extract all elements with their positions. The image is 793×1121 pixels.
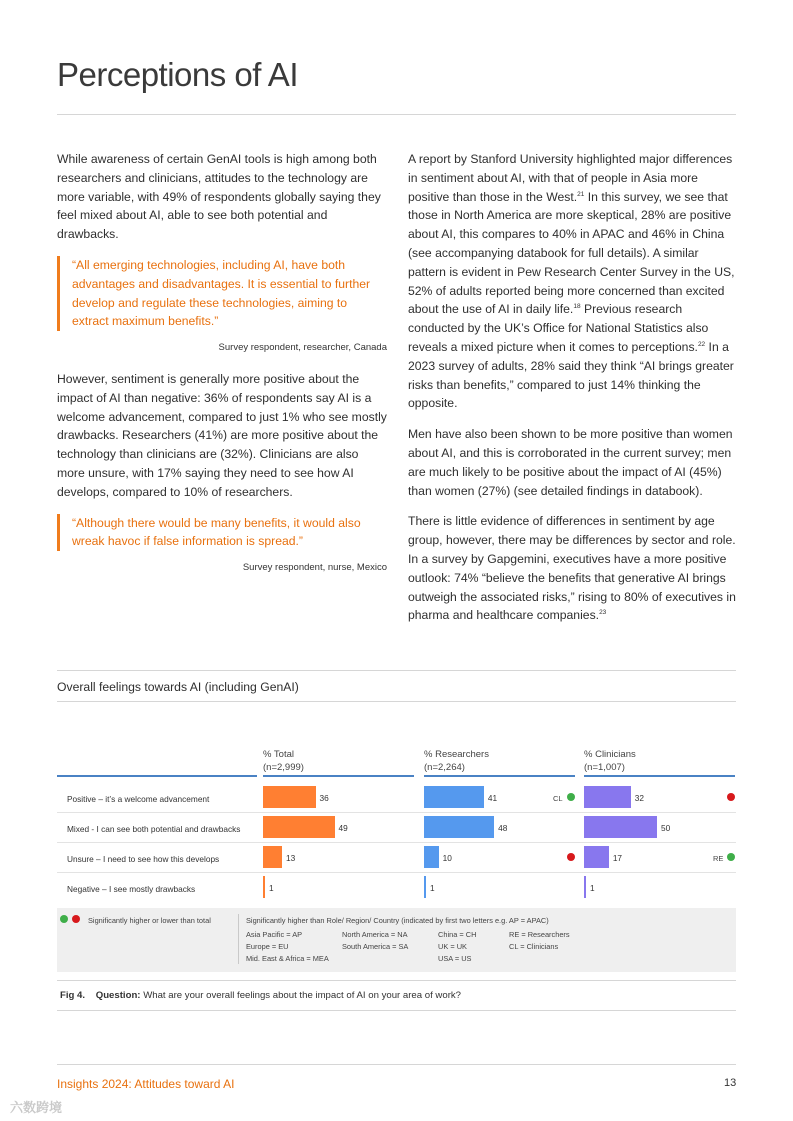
bar-value-label: 13 — [285, 853, 296, 863]
bar-value-label: 50 — [661, 823, 671, 833]
stanford-paragraph: A report by Stanford University highlighted major differences in sentiment about AI, with that of people in Asia more positive than those in the West.$^{21}$ In this survey, we see that those in North America are more skeptical, 28% are positive about AI, this compares to 40% in APAC and 46% in China (see accompanying databook for full details). A similar pattern is evident in Pew Research Center Survey in the US, 52% of adults reported being more concerned than excited about the use of AI in daily life.$^{18}$ Previous research conducted by the UK’s Office for National Statistics also reveals a mixed picture when it comes to perceptions.$^{22}$ In a 2023 survey of adults, 28% said they think “AI brings greater risks than benefits,” compared to just 14% thinking the opposite. — [408, 152, 735, 411]
legend-abbreviation: Europe = EU — [246, 942, 289, 951]
legend-abbreviation: RE = Researchers — [509, 930, 570, 939]
series-n: (n=2,999) — [263, 762, 304, 773]
figure-caption: Fig 4. Question: What are your overall feelings about the impact of AI on your area of work? — [60, 990, 462, 1001]
series-header — [424, 748, 489, 774]
legend-abbreviation: North America = NA — [342, 930, 408, 939]
series-header-line — [584, 775, 735, 777]
bar-clinicians — [584, 846, 609, 868]
right-column — [408, 150, 738, 637]
bar-value-label: 32 — [634, 793, 644, 803]
legend-abbreviation: South America = SA — [342, 942, 409, 951]
row-label: Positive – it’s a welcome advancement — [67, 794, 210, 804]
series-header-line — [263, 775, 414, 777]
legend-abbreviation: Mid. East & Africa = MEA — [246, 954, 329, 963]
bar-value-label: 36 — [319, 793, 329, 803]
green-dot-icon — [60, 915, 68, 923]
legend-abbreviation: China = CH — [438, 930, 477, 939]
series-name: % Researchers — [424, 749, 489, 760]
left-column — [57, 150, 387, 590]
red-dot-icon — [72, 915, 80, 923]
series-n: (n=2,264) — [424, 762, 465, 773]
footer-publication-title: Insights 2024: Attitudes toward AI — [57, 1077, 235, 1091]
red-dot-icon — [567, 853, 575, 861]
feelings-bar-chart — [57, 746, 736, 902]
legend-abbreviation: USA = US — [438, 954, 472, 963]
bar-clinicians — [584, 816, 657, 838]
figure-title: Overall feelings towards AI (including GenAI) — [57, 680, 299, 694]
bar-researchers — [424, 786, 484, 808]
bar-value-label: 17 — [612, 853, 623, 863]
sentiment-paragraph: However, sentiment is generally more positive about the impact of AI than negative: 36% of respondents say AI is a welcome advancement, compared to just 1% who see mostly drawbacks. Researchers (41%) are more positive about the technology than clinicians are (32%). Clinicians are also more unsure, with 17% saying they need to see how AI develops, compared to 10% of researchers. — [57, 371, 387, 499]
bar-researchers — [424, 876, 426, 898]
bar-value-label: 1 — [590, 883, 595, 893]
series-name: % Total — [263, 749, 294, 760]
series-header-line — [424, 775, 575, 777]
quote-attribution: Survey respondent, nurse, Mexico — [242, 562, 387, 574]
caption-bottom-divider — [57, 1010, 736, 1011]
green-dot-icon — [727, 853, 735, 861]
bar-researchers — [424, 846, 439, 868]
green-dot-icon — [567, 793, 575, 801]
quote-nurse: “Although there would be many benefits, it would also wreak havoc if false information is spread.” — [57, 514, 387, 552]
significance-tag: RE — [713, 854, 724, 863]
legend-abbreviation: CL = Clinicians — [509, 942, 559, 951]
bar-total — [263, 816, 335, 838]
significance-tag: CL — [553, 794, 563, 803]
bar-clinicians — [584, 876, 586, 898]
quote-researcher: “All emerging technologies, including AI, have both advantages and disadvantages. It is essential to further develop and regulate these technologies, aiming to extract maximum benefits.” — [57, 256, 387, 331]
bar-researchers — [424, 816, 494, 838]
row-label: Negative – I see mostly drawbacks — [67, 884, 196, 894]
figure-title-divider — [57, 701, 736, 702]
legend-sig-heading: Significantly higher than Role/ Region/ Country (indicated by first two letters e.g. AP = APAC) — [246, 916, 549, 925]
page-number: 13 — [724, 1077, 737, 1089]
age-paragraph: There is little evidence of differences in sentiment by age group, however, there may be differences by sector and role. In a survey by Gapgemini, executives have a more positive outlook: 74% “believe the benefits that generative AI brings outweigh the associated risks,” rising to 80% of executives in pharma and healthcare companies.$^{23}$ — [408, 514, 736, 623]
bar-value-label: 1 — [269, 883, 274, 893]
legend-sig-label: Significantly higher or lower than total — [88, 916, 211, 925]
series-header — [584, 748, 636, 774]
row-label: Unsure – I need to see how this develops — [67, 854, 220, 864]
bar-value-label: 10 — [442, 853, 452, 863]
title-divider — [57, 114, 736, 115]
page-title: Perceptions of AI — [57, 56, 298, 93]
chart-legend — [57, 908, 736, 972]
chart-label-column-line — [57, 775, 257, 777]
row-separator — [57, 872, 736, 873]
red-dot-icon — [727, 793, 735, 801]
bar-total — [263, 786, 316, 808]
series-header — [263, 748, 304, 774]
figure-top-divider — [57, 670, 736, 671]
row-label: Mixed - I can see both potential and drawbacks — [67, 824, 241, 834]
caption-top-divider — [57, 980, 736, 981]
bar-value-label: 48 — [498, 823, 508, 833]
series-n: (n=1,007) — [584, 762, 625, 773]
series-name: % Clinicians — [584, 749, 636, 760]
legend-abbreviation: UK = UK — [438, 942, 467, 951]
legend-abbreviation: Asia Pacific = AP — [246, 930, 303, 939]
bar-value-label: 41 — [487, 793, 498, 803]
bar-total — [263, 876, 265, 898]
bar-value-label: 49 — [338, 823, 348, 833]
bar-total — [263, 846, 282, 868]
bar-value-label: 1 — [430, 883, 435, 893]
watermark: 六数跨境 — [10, 1100, 63, 1115]
quote-attribution: Survey respondent, researcher, Canada — [218, 342, 387, 354]
footer-divider — [57, 1064, 736, 1065]
row-separator — [57, 812, 736, 813]
gender-paragraph: Men have also been shown to be more positive than women about AI, and this is corroborated in the current survey; men are much likely to be positive about the impact of AI (45%) than women (27%) (see detailed findings in databook). — [408, 427, 733, 498]
row-separator — [57, 842, 736, 843]
legend-divider — [238, 914, 239, 964]
intro-paragraph: While awareness of certain GenAI tools is high among both researchers and clinicians, attitudes to the technology are more variable, with 49% of respondents globally saying they feel mixed about AI, able to see both potential and drawbacks. — [57, 152, 381, 242]
bar-clinicians — [584, 786, 631, 808]
